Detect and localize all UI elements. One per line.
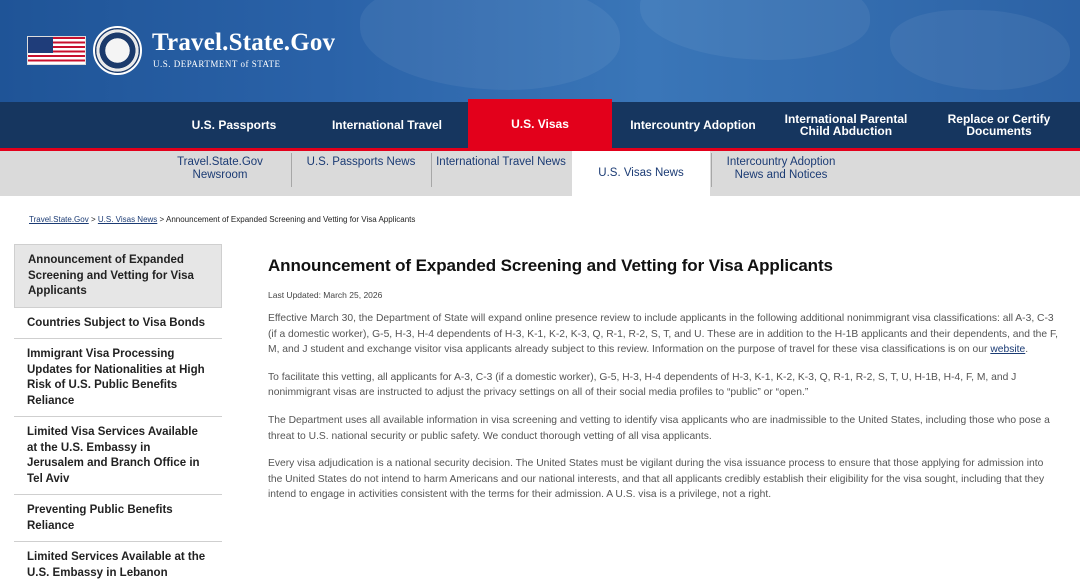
subnav-us-visas-news[interactable]: U.S. Visas News bbox=[572, 151, 710, 196]
nav-intercountry-adoption[interactable]: Intercountry Adoption bbox=[630, 118, 756, 132]
last-updated: Last Updated: March 25, 2026 bbox=[268, 290, 383, 300]
breadcrumb bbox=[29, 215, 415, 224]
site-subtitle: U.S. DEPARTMENT of STATE bbox=[153, 59, 281, 69]
breadcrumb-separator: > bbox=[159, 215, 166, 224]
article-paragraph: The Department uses all available information in visa screening and vetting to identify visa applicants who are inadmissible to the United States, including those who pose a threat to U.S. national security or public safety. We conduct thorough vetting of all visa applicants. bbox=[268, 414, 1050, 442]
nav-international-travel[interactable]: International Travel bbox=[331, 118, 443, 132]
nav-us-visas[interactable]: U.S. Visas bbox=[468, 99, 612, 148]
sidebar-item-immigrant-visa-processing[interactable]: Immigrant Visa Processing Updates for Nationalities at High Risk of U.S. Public Benefits Reliance bbox=[14, 339, 222, 417]
article-title: Announcement of Expanded Screening and Vetting for Visa Applicants bbox=[268, 256, 833, 275]
breadcrumb-link-us-visas-news[interactable]: U.S. Visas News bbox=[97, 215, 158, 224]
breadcrumb-separator: > bbox=[90, 215, 98, 224]
world-map-graphic bbox=[640, 0, 870, 60]
article-paragraph: To facilitate this vetting, all applicants for A-3, C-3 (if a domestic worker), G-5, H-3, H-4 dependents of H-3, K-1, K-2, K-3, Q, R-1, R-2, S, T, U, H-1B, H-4, F, M, and J nonimmigrant visas are instructed to adjust the privacy settings on all of their social media profiles to “public” or “open.” bbox=[268, 371, 1017, 399]
site-header-banner bbox=[0, 0, 1080, 102]
article-paragraph-text: Effective March 30, the Department of State will expand online presence review to include applicants in the following additional nonimmigrant visa classifications: all A-3, C-3 (if a domestic worker), G-5, H-3, H-4 dependents of H-3, K-1, K-2, K-3, Q, R-1, R-2, S, T, and U. These are in addition to the H-1B applicants and their dependents, and the F, M, and J student and exchange visitor visa applicants already subject to this review. Information on the purpose of travel for these visa classifications is on our bbox=[268, 313, 1059, 356]
article-paragraph-end: . bbox=[1025, 344, 1029, 356]
site-title[interactable]: Travel.State.Gov bbox=[152, 29, 336, 56]
nav-replace-or-certify-documents[interactable]: Replace or Certify Documents bbox=[947, 112, 1051, 138]
sidebar-item-public-benefits[interactable]: Preventing Public Benefits Reliance bbox=[14, 495, 222, 542]
sidebar-item-visa-bonds[interactable]: Countries Subject to Visa Bonds bbox=[14, 308, 222, 340]
us-flag-icon bbox=[27, 36, 86, 65]
subnav-us-passports-news[interactable]: U.S. Passports News bbox=[306, 156, 416, 168]
article-paragraph bbox=[268, 311, 1058, 358]
subnav-newsroom[interactable]: Travel.State.Gov Newsroom bbox=[177, 156, 263, 181]
news-subnavigation bbox=[0, 151, 1080, 196]
article bbox=[268, 256, 1058, 515]
nav-international-parental-child-abduction[interactable]: International Parental Child Abduction bbox=[784, 112, 908, 138]
world-map-graphic bbox=[890, 10, 1070, 90]
sidebar bbox=[14, 244, 222, 588]
subnav-intercountry-adoption-news[interactable]: Intercountry Adoption News and Notices bbox=[726, 156, 836, 181]
sidebar-item-expanded-screening[interactable]: Announcement of Expanded Screening and Vetting for Visa Applicants bbox=[14, 244, 222, 308]
article-paragraph: Every visa adjudication is a national security decision. The United States must be vigilant during the visa issuance process to ensure that those applying for admission into the United States do not intend to harm Americans and our national interests, and that all applicants credibly establish their eligibility for the visa sought, including that they intend to engage in activities consistent with the terms for their admission. A U.S. visa is a privilege, not a right. bbox=[268, 458, 1045, 501]
world-map-graphic bbox=[360, 0, 620, 90]
breadcrumb-link-home[interactable]: Travel.State.Gov bbox=[29, 215, 89, 224]
breadcrumb-current: Announcement of Expanded Screening and Vetting for Visa Applicants bbox=[166, 215, 416, 224]
sidebar-item-lebanon-services[interactable]: Limited Services Available at the U.S. Embassy in Lebanon bbox=[27, 551, 206, 579]
department-seal-icon[interactable] bbox=[93, 26, 142, 75]
main-navigation bbox=[0, 102, 1080, 148]
sidebar-item-jerusalem-services[interactable]: Limited Visa Services Available at the U.S. Embassy in Jerusalem and Branch Office in Tel Aviv bbox=[14, 417, 222, 495]
nav-us-passports[interactable]: U.S. Passports bbox=[191, 118, 277, 132]
website-link[interactable]: website bbox=[990, 344, 1026, 356]
subnav-international-travel-news[interactable]: International Travel News bbox=[436, 156, 566, 168]
